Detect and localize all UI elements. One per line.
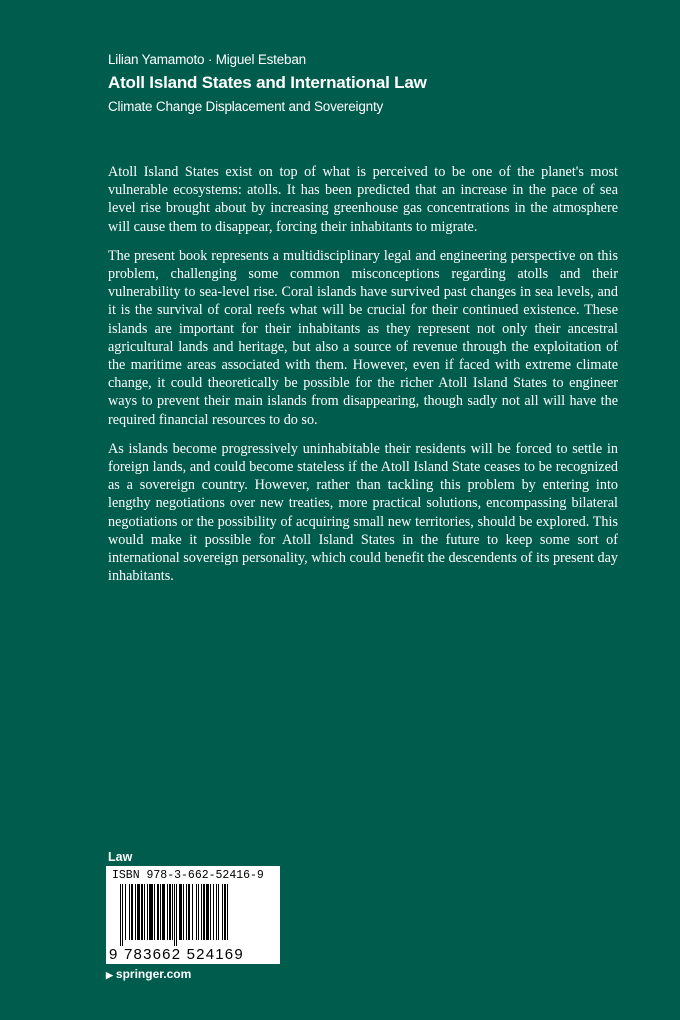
barcode-bar xyxy=(186,884,187,940)
barcode-bar xyxy=(196,884,197,940)
arrow-right-icon: ▶ xyxy=(106,970,113,980)
barcode-bar xyxy=(183,884,184,940)
book-subtitle: Climate Change Displacement and Sovereignty xyxy=(108,99,384,114)
barcode-bar xyxy=(206,884,209,940)
barcode-bar xyxy=(218,884,219,940)
barcode-bar xyxy=(198,884,199,940)
barcode-bar xyxy=(179,884,182,940)
publisher-link[interactable] xyxy=(106,967,191,981)
barcode-bar xyxy=(160,884,161,940)
subject-category: Law xyxy=(108,850,133,864)
blurb-paragraph-1: Atoll Island States exist on top of what is perceived to be one of the planet's most vulnerable ecosystems: atolls. It has been predicted that an increase in the pace of sea level rise brought about by increasing greenhouse gas concentrations in the atmosphere will cause them to disappear, forcing their inhabitants to migrate. xyxy=(108,164,618,235)
barcode-bar xyxy=(222,884,223,940)
blurb-paragraph-2: The present book represents a multidisciplinary legal and engineering perspective on this problem, challenging some common misconceptions regarding atolls and their vulnerability to sea-level rise. Coral islands have survived past changes in sea levels, and it is the survival of coral reefs what will be crucial for their continued existence. These islands are important for their inhabitants as they represent not only their ancestral agricultural lands and heritage, but also a source of revenue through the exploitation of the maritime areas associated with them. However, even if faced with extreme climate change, it could theoretically be possible for the richer Atoll Island States to engineer ways to prevent their main islands from disappearing, though sadly not all will have the required financial resources to do so. xyxy=(108,247,618,428)
barcode-bar xyxy=(201,884,202,940)
blurb xyxy=(108,163,618,596)
barcode-bar xyxy=(203,884,205,940)
barcode-bar xyxy=(137,884,140,940)
barcode-bar xyxy=(210,884,211,940)
barcode-bar xyxy=(144,884,145,940)
barcode-bar xyxy=(120,884,121,946)
barcode-bar xyxy=(131,884,133,940)
barcode-bar xyxy=(149,884,153,940)
ean-lead-digit: 9 xyxy=(109,946,118,963)
barcode-bar xyxy=(192,884,193,940)
book-title: Atoll Island States and International Law xyxy=(108,73,427,92)
blurb-paragraph-3: As islands become progressively uninhabitable their residents will be forced to settle in foreign lands, and could become stateless if the Atoll Island State ceases to be recognized as a sovereign country. However, rather than tackling this problem by entering into lengthy negotiations over new treaties, more practical solutions, encompassing bilateral negotiations or the possibility of acquiring small new territories, should be explored. This would make it possible for Atoll Island States in the future to keep some sort of international sovereign personality, which could benefit the descendents of its present day inhabitants. xyxy=(108,440,618,585)
barcode-bar xyxy=(188,884,190,940)
barcode-bars xyxy=(120,884,272,946)
barcode-bar xyxy=(141,884,143,940)
barcode-bar xyxy=(129,884,130,940)
barcode-bar xyxy=(122,884,123,946)
barcode-bar xyxy=(213,884,214,940)
barcode-bar xyxy=(147,884,148,940)
barcode-bar xyxy=(135,884,136,940)
barcode-bar xyxy=(154,884,155,940)
barcode-bar xyxy=(227,884,228,940)
authors: Lilian Yamamoto · Miguel Esteban xyxy=(108,52,306,67)
barcode-bar xyxy=(169,884,171,940)
barcode-bar xyxy=(125,884,126,940)
cover-header xyxy=(108,52,628,115)
barcode-bar xyxy=(176,884,177,946)
barcode-bar xyxy=(224,884,226,940)
barcode-bar xyxy=(172,884,173,940)
barcode-bar xyxy=(167,884,168,940)
barcode-bar xyxy=(174,884,175,946)
barcode-bar xyxy=(157,884,159,940)
ean-digits: 783662 524169 xyxy=(124,946,244,963)
barcode-bar xyxy=(162,884,165,940)
barcode-bar xyxy=(216,884,217,940)
publisher-label: springer.com xyxy=(115,967,192,981)
isbn-barcode xyxy=(106,866,280,964)
isbn-number: ISBN 978-3-662-52416-9 xyxy=(112,869,264,882)
